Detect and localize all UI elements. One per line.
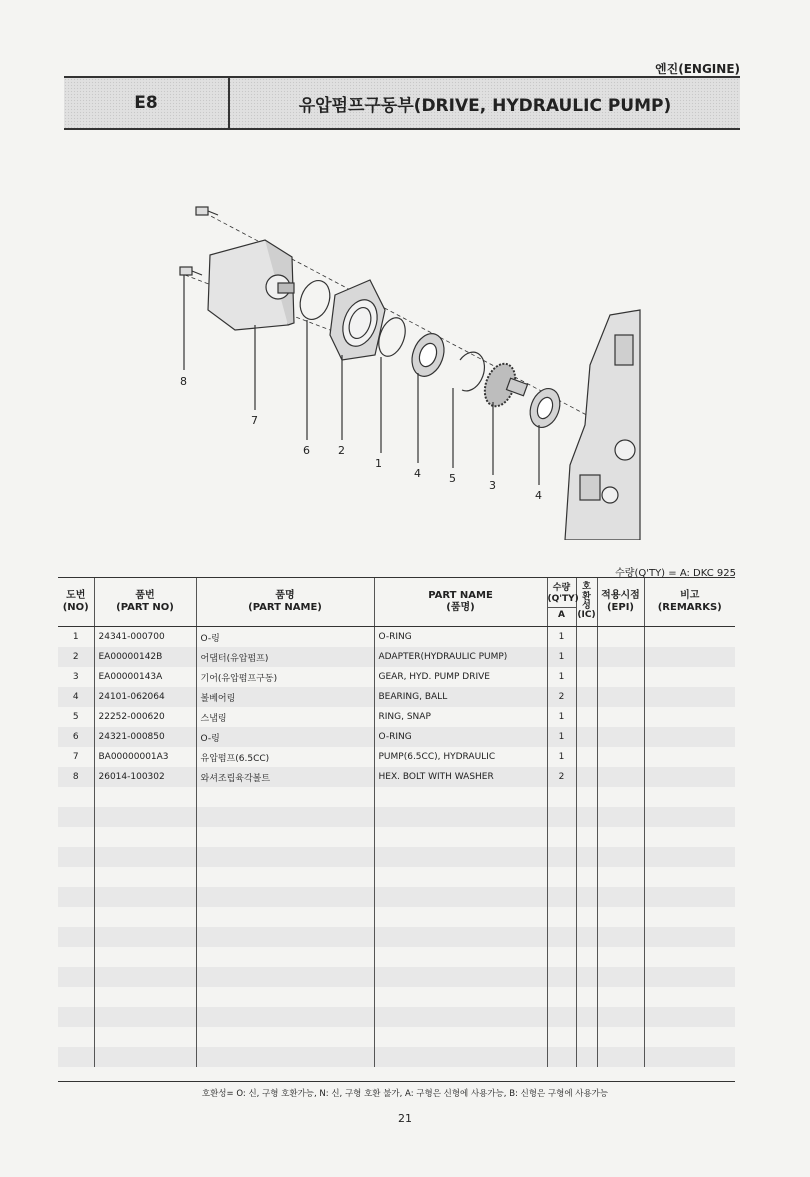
cell-name-en: [374, 1007, 547, 1027]
cell-qty: [547, 907, 576, 927]
table-row-empty: [58, 947, 735, 967]
cell-epi: [597, 807, 644, 827]
callout-6: 6: [303, 444, 310, 457]
table-row: [58, 687, 735, 707]
table-row-empty: [58, 807, 735, 827]
cell-name-en: RING, SNAP: [374, 707, 547, 727]
cell-name-kr: [196, 867, 374, 887]
cell-name-kr: 스냅링: [196, 707, 374, 727]
col-ic-label: 호 환 성 (IC): [577, 582, 596, 621]
cell-part-no: [94, 807, 196, 827]
cell-ic: [576, 827, 597, 847]
cell-epi: [597, 647, 644, 667]
callout-5: 5: [449, 472, 456, 485]
cell-no: [58, 927, 94, 947]
cell-epi: [597, 1027, 644, 1047]
cell-remarks: [644, 827, 735, 847]
table-row: [58, 767, 735, 787]
cell-qty: [547, 887, 576, 907]
cell-name-kr: 와셔조립육각볼트: [196, 767, 374, 787]
cell-name-kr: [196, 1027, 374, 1047]
cell-name-kr: [196, 887, 374, 907]
cell-name-kr: [196, 967, 374, 987]
cell-no: 8: [58, 767, 94, 787]
cell-epi: [597, 887, 644, 907]
col-qty-label: 수량 (Q'TY): [548, 583, 576, 609]
footer-divider: [58, 1081, 735, 1082]
cell-part-no: [94, 847, 196, 867]
cell-part-no: [94, 1007, 196, 1027]
table-row-empty: [58, 867, 735, 887]
cell-remarks: [644, 707, 735, 727]
cell-name-kr: 볼베어링: [196, 687, 374, 707]
cell-ic: [576, 767, 597, 787]
cell-name-en: [374, 887, 547, 907]
table-row-empty: [58, 1007, 735, 1027]
group-code: E8: [64, 78, 230, 128]
cell-name-en: [374, 947, 547, 967]
cell-no: [58, 847, 94, 867]
cell-no: 3: [72, 672, 79, 682]
cell-name-en: GEAR, HYD. PUMP DRIVE: [374, 667, 547, 687]
col-qty: [547, 578, 579, 627]
cell-name-en: ADAPTER(HYDRAULIC PUMP): [374, 647, 547, 667]
cell-no: [58, 867, 94, 887]
cell-remarks: [644, 847, 735, 867]
cell-no: [58, 887, 94, 907]
col-qty-a: A: [558, 610, 565, 621]
cell-qty: [547, 1007, 576, 1027]
cell-remarks: [644, 947, 735, 967]
cell-qty: 1: [547, 727, 576, 747]
bolt-lower: [180, 267, 202, 275]
cell-epi: [597, 627, 644, 648]
cell-no: 6: [58, 727, 94, 747]
cell-no: [58, 827, 94, 847]
cell-name-en: [374, 847, 547, 867]
cell-epi: [597, 1047, 644, 1067]
cell-ic: [576, 787, 597, 807]
cell-remarks: [644, 1007, 735, 1027]
cell-name-en: [374, 827, 547, 847]
cell-remarks: [644, 647, 735, 667]
cell-part-no: [94, 1047, 196, 1067]
cell-remarks: [644, 967, 735, 987]
cell-epi: [597, 727, 644, 747]
col-no: [58, 578, 94, 627]
cell-remarks: [644, 667, 735, 687]
cell-epi: [597, 847, 644, 867]
cell-no: [58, 1007, 94, 1027]
col-name-en-label: PART NAME (품명): [428, 589, 493, 613]
bearing-front: [406, 329, 449, 381]
cell-no: [58, 967, 94, 987]
cell-ic: [576, 647, 597, 667]
col-name-en: [374, 578, 547, 627]
cell-ic: [576, 847, 597, 867]
cell-remarks: [644, 927, 735, 947]
cell-ic: [576, 887, 597, 907]
table-row-empty: [58, 987, 735, 1007]
cell-part-no: [94, 927, 196, 947]
cell-part-no: EA00000142B: [94, 647, 196, 667]
cell-epi: [597, 947, 644, 967]
cell-part-no: [94, 967, 196, 987]
cell-no: [58, 907, 94, 927]
cell-part-no: [94, 907, 196, 927]
engine-block: [565, 310, 640, 540]
table-row-empty: [58, 1047, 735, 1067]
table-row-empty: [58, 887, 735, 907]
cell-no: [58, 987, 94, 1007]
col-name-kr-label: 품명 (PART NAME): [248, 589, 322, 613]
cell-qty: [547, 947, 576, 967]
cell-name-en: [374, 1047, 547, 1067]
cell-epi: [597, 767, 644, 787]
bearing-rear: [525, 384, 565, 431]
cell-epi: [597, 687, 644, 707]
cell-name-en: [374, 807, 547, 827]
cell-ic: [576, 627, 597, 648]
cell-part-no: [94, 987, 196, 1007]
table-row: [58, 707, 735, 727]
cell-part-no: 24101-062064: [94, 687, 196, 707]
page-header: [64, 76, 740, 130]
cell-name-en: O-RING: [374, 627, 547, 648]
cell-part-no: [94, 1027, 196, 1047]
cell-qty: 2: [547, 687, 576, 707]
adapter: [330, 280, 385, 360]
table-row-empty: [58, 907, 735, 927]
cell-name-kr: 어댑터(유압펌프): [196, 647, 374, 667]
parts-table: [58, 577, 735, 1067]
col-ic: [576, 578, 597, 627]
cell-epi: [597, 667, 644, 687]
cell-name-en: BEARING, BALL: [374, 687, 547, 707]
parts-table-body: [58, 627, 735, 1068]
cell-remarks: [644, 727, 735, 747]
col-remarks-label: 비고 (REMARKS): [657, 589, 722, 613]
cell-part-no: [94, 787, 196, 807]
callout-3: 3: [489, 479, 496, 492]
cell-name-kr: [196, 907, 374, 927]
cell-epi: [597, 907, 644, 927]
table-row: [58, 627, 735, 648]
cell-name-kr: [196, 787, 374, 807]
cell-ic: [576, 687, 597, 707]
cell-qty: [547, 927, 576, 947]
cell-epi: [597, 747, 644, 767]
cell-name-kr: 기어(유압펌프구동): [196, 667, 374, 687]
cell-qty: 2: [547, 767, 576, 787]
cell-epi: [597, 987, 644, 1007]
cell-name-en: O-RING: [374, 727, 547, 747]
bolt-upper: [196, 207, 218, 215]
cell-ic: [576, 1047, 597, 1067]
cell-qty: 1: [547, 667, 576, 687]
cell-no: [58, 1027, 94, 1047]
cell-no: [58, 807, 94, 827]
cell-epi: [597, 787, 644, 807]
col-part-no: [94, 578, 196, 627]
cell-name-kr: [196, 947, 374, 967]
cell-qty: 1: [547, 707, 576, 727]
cell-qty: [547, 827, 576, 847]
table-row-empty: [58, 847, 735, 867]
cell-epi: [597, 927, 644, 947]
cell-epi: [597, 827, 644, 847]
cell-ic: [576, 927, 597, 947]
cell-qty: [547, 847, 576, 867]
cell-part-no: 22252-000620: [94, 707, 196, 727]
cell-qty: [547, 1027, 576, 1047]
table-row-empty: [58, 827, 735, 847]
cell-qty: 1: [547, 647, 576, 667]
cell-no: 5: [72, 712, 79, 722]
cell-name-en: [374, 987, 547, 1007]
cell-remarks: [644, 767, 735, 787]
cell-ic: [576, 907, 597, 927]
cell-name-en: [374, 967, 547, 987]
o-ring-6: [295, 276, 335, 323]
cell-no: [58, 787, 94, 807]
cell-name-kr: [196, 927, 374, 947]
cell-name-kr: [196, 987, 374, 1007]
page-number: 21: [398, 1112, 412, 1125]
drive-gear: [479, 360, 527, 411]
cell-name-kr: [196, 827, 374, 847]
cell-name-en: [374, 787, 547, 807]
table-row-empty: [58, 927, 735, 947]
callout-1: 1: [375, 457, 382, 470]
cell-remarks: [644, 747, 735, 767]
qty-note: 수량(Q'TY) = A: DKC 925: [615, 568, 736, 579]
cell-qty: [547, 807, 576, 827]
cell-name-en: [374, 927, 547, 947]
cell-qty: [547, 967, 576, 987]
cell-ic: [576, 987, 597, 1007]
cell-name-kr: [196, 847, 374, 867]
callout-8: 8: [180, 375, 187, 388]
cell-ic: [576, 1007, 597, 1027]
callout-4b: 4: [535, 489, 542, 502]
cell-name-en: [374, 867, 547, 887]
col-name-kr: [196, 578, 374, 627]
cell-epi: [597, 1007, 644, 1027]
col-no-label: 도번 (NO): [62, 589, 89, 613]
cell-remarks: [644, 1047, 735, 1067]
cell-remarks: [644, 907, 735, 927]
cell-part-no: 24321-000850: [94, 727, 196, 747]
cell-qty: [547, 987, 576, 1007]
page-title: 유압펌프구동부(DRIVE, HYDRAULIC PUMP): [298, 95, 672, 116]
cell-name-kr: [196, 1047, 374, 1067]
table-row-empty: [58, 967, 735, 987]
cell-name-en: PUMP(6.5CC), HYDRAULIC: [374, 747, 547, 767]
cell-name-en: [374, 907, 547, 927]
cell-epi: [597, 707, 644, 727]
cell-remarks: [644, 687, 735, 707]
cell-no: 1: [72, 632, 79, 642]
cell-name-kr: [196, 1007, 374, 1027]
cell-name-kr: [196, 807, 374, 827]
table-row: [58, 727, 735, 747]
cell-part-no: 26014-100302: [94, 767, 196, 787]
col-epi-label: 적용시점 (EPI): [601, 589, 640, 613]
cell-name-en: [374, 1027, 547, 1047]
cell-qty: 1: [547, 627, 576, 648]
cell-no: 2: [58, 647, 94, 667]
exploded-parts-diagram: [170, 195, 650, 540]
table-row: [58, 667, 735, 687]
cell-remarks: [644, 1027, 735, 1047]
cell-epi: [597, 967, 644, 987]
callout-2: 2: [338, 444, 345, 457]
callout-4a: 4: [414, 467, 421, 480]
compatibility-legend: 호환성= O: 신, 구형 호환가능, N: 신, 구형 호환 불가, A: 구형은 신형에 사용가능, B: 신형은 구형에 사용가능: [201, 1089, 609, 1099]
cell-qty: [547, 867, 576, 887]
section-label: 엔진(ENGINE): [655, 62, 740, 76]
cell-remarks: [644, 987, 735, 1007]
cell-qty: [547, 787, 576, 807]
cell-no: [58, 1047, 94, 1067]
cell-name-kr: 유압펌프(6.5CC): [196, 747, 374, 767]
cell-ic: [576, 1027, 597, 1047]
table-row: [58, 747, 735, 767]
col-part-no-label: 품번 (PART NO): [116, 589, 174, 613]
table-row-empty: [58, 1027, 735, 1047]
cell-remarks: [644, 807, 735, 827]
cell-ic: [576, 867, 597, 887]
cell-remarks: [644, 787, 735, 807]
cell-part-no: [94, 827, 196, 847]
cell-ic: [576, 807, 597, 827]
table-row: [58, 647, 735, 667]
table-row-empty: [58, 787, 735, 807]
cell-ic: [576, 967, 597, 987]
cell-no: 4: [58, 687, 94, 707]
cell-part-no: [94, 867, 196, 887]
cell-ic: [576, 747, 597, 767]
cell-ic: [576, 727, 597, 747]
col-epi: [597, 578, 644, 627]
hydraulic-pump: [208, 240, 294, 330]
cell-name-kr: O-링: [196, 627, 374, 648]
cell-part-no: [94, 887, 196, 907]
cell-ic: [576, 707, 597, 727]
cell-part-no: [94, 947, 196, 967]
cell-part-no: BA00000001A3: [94, 747, 196, 767]
cell-ic: [576, 667, 597, 687]
cell-part-no: 24341-000700: [94, 627, 196, 648]
cell-epi: [597, 867, 644, 887]
cell-name-en: HEX. BOLT WITH WASHER: [374, 767, 547, 787]
callout-7: 7: [251, 414, 258, 427]
cell-remarks: [644, 627, 735, 648]
cell-remarks: [644, 867, 735, 887]
col-remarks: [644, 578, 735, 627]
cell-remarks: [644, 887, 735, 907]
cell-no: 7: [72, 752, 79, 762]
cell-qty: [547, 1047, 576, 1067]
cell-ic: [576, 947, 597, 967]
snap-ring: [460, 352, 484, 391]
cell-name-kr: O-링: [196, 727, 374, 747]
cell-no: [58, 947, 94, 967]
cell-part-no: EA00000143A: [94, 667, 196, 687]
cell-qty: 1: [547, 747, 576, 767]
